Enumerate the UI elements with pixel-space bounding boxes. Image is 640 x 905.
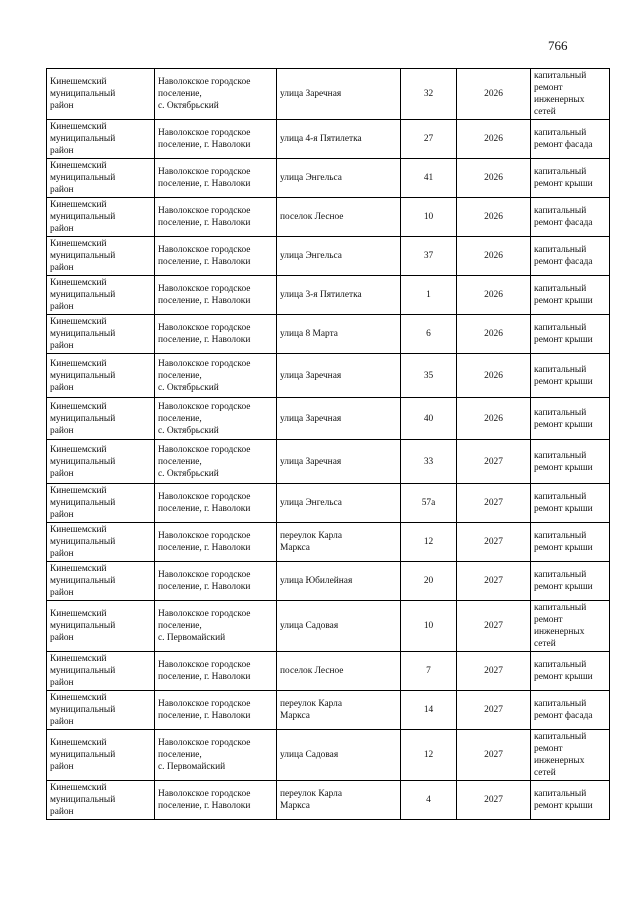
street-cell: улица Заречная bbox=[277, 440, 401, 484]
house-number-cell: 40 bbox=[401, 398, 457, 440]
district-cell: Кинешемский муниципальный район bbox=[47, 120, 155, 159]
year-cell: 2027 bbox=[457, 562, 531, 601]
district-cell: Кинешемский муниципальный район bbox=[47, 398, 155, 440]
year-cell: 2027 bbox=[457, 601, 531, 652]
work-type-cell: капитальный ремонт крыши bbox=[531, 159, 610, 198]
settlement-cell: Наволокское городское поселение, г. Наволоки bbox=[155, 198, 277, 237]
district-cell: Кинешемский муниципальный район bbox=[47, 601, 155, 652]
house-number-cell: 12 bbox=[401, 730, 457, 781]
table-row bbox=[47, 691, 610, 730]
work-type-cell: капитальный ремонт фасада bbox=[531, 120, 610, 159]
year-cell: 2027 bbox=[457, 484, 531, 523]
street-cell: улица Заречная bbox=[277, 354, 401, 398]
year-cell: 2026 bbox=[457, 276, 531, 315]
street-cell: улица Юбилейная bbox=[277, 562, 401, 601]
settlement-cell: Наволокское городское поселение, г. Наволоки bbox=[155, 276, 277, 315]
district-cell: Кинешемский муниципальный район bbox=[47, 198, 155, 237]
house-number-cell: 12 bbox=[401, 523, 457, 562]
district-cell: Кинешемский муниципальный район bbox=[47, 354, 155, 398]
house-number-cell: 37 bbox=[401, 237, 457, 276]
district-cell: Кинешемский муниципальный район bbox=[47, 440, 155, 484]
work-type-cell: капитальный ремонт фасада bbox=[531, 198, 610, 237]
street-cell: переулок Карла Маркса bbox=[277, 781, 401, 820]
street-cell: переулок Карла Маркса bbox=[277, 523, 401, 562]
year-cell: 2026 bbox=[457, 159, 531, 198]
table-row bbox=[47, 730, 610, 781]
year-cell: 2026 bbox=[457, 315, 531, 354]
table-row bbox=[47, 159, 610, 198]
table-row bbox=[47, 276, 610, 315]
table-row bbox=[47, 562, 610, 601]
settlement-cell: Наволокское городское поселение, г. Наволоки bbox=[155, 562, 277, 601]
house-number-cell: 6 bbox=[401, 315, 457, 354]
year-cell: 2027 bbox=[457, 691, 531, 730]
year-cell: 2027 bbox=[457, 440, 531, 484]
year-cell: 2026 bbox=[457, 198, 531, 237]
settlement-cell: Наволокское городское поселение, с. Октябрьский bbox=[155, 398, 277, 440]
work-type-cell: капитальный ремонт крыши bbox=[531, 276, 610, 315]
table-row bbox=[47, 120, 610, 159]
house-number-cell: 10 bbox=[401, 198, 457, 237]
settlement-cell: Наволокское городское поселение, г. Наволоки bbox=[155, 159, 277, 198]
work-type-cell: капитальный ремонт крыши bbox=[531, 398, 610, 440]
table-row bbox=[47, 440, 610, 484]
street-cell: улица Заречная bbox=[277, 398, 401, 440]
house-number-cell: 33 bbox=[401, 440, 457, 484]
district-cell: Кинешемский муниципальный район bbox=[47, 781, 155, 820]
table-row bbox=[47, 198, 610, 237]
year-cell: 2027 bbox=[457, 523, 531, 562]
district-cell: Кинешемский муниципальный район bbox=[47, 730, 155, 781]
work-type-cell: капитальный ремонт инженерных сетей bbox=[531, 601, 610, 652]
year-cell: 2027 bbox=[457, 652, 531, 691]
work-type-cell: капитальный ремонт крыши bbox=[531, 440, 610, 484]
street-cell: улица Энгельса bbox=[277, 159, 401, 198]
house-number-cell: 35 bbox=[401, 354, 457, 398]
house-number-cell: 41 bbox=[401, 159, 457, 198]
settlement-cell: Наволокское городское поселение, г. Наволоки bbox=[155, 237, 277, 276]
settlement-cell: Наволокское городское поселение, г. Наволоки bbox=[155, 652, 277, 691]
page-number: 766 bbox=[548, 38, 568, 53]
settlement-cell: Наволокское городское поселение, г. Наволоки bbox=[155, 315, 277, 354]
street-cell: улица Заречная bbox=[277, 69, 401, 120]
work-type-cell: капитальный ремонт крыши bbox=[531, 354, 610, 398]
table-row bbox=[47, 601, 610, 652]
district-cell: Кинешемский муниципальный район bbox=[47, 237, 155, 276]
year-cell: 2027 bbox=[457, 781, 531, 820]
work-type-cell: капитальный ремонт крыши bbox=[531, 523, 610, 562]
street-cell: улица 3-я Пятилетка bbox=[277, 276, 401, 315]
table-row bbox=[47, 69, 610, 120]
table-row bbox=[47, 354, 610, 398]
work-type-cell: капитальный ремонт фасада bbox=[531, 237, 610, 276]
table-row bbox=[47, 484, 610, 523]
house-number-cell: 32 bbox=[401, 69, 457, 120]
street-cell: улица 8 Марта bbox=[277, 315, 401, 354]
year-cell: 2026 bbox=[457, 398, 531, 440]
settlement-cell: Наволокское городское поселение, с. Октябрьский bbox=[155, 354, 277, 398]
settlement-cell: Наволокское городское поселение, г. Наволоки bbox=[155, 523, 277, 562]
house-number-cell: 20 bbox=[401, 562, 457, 601]
work-type-cell: капитальный ремонт крыши bbox=[531, 315, 610, 354]
district-cell: Кинешемский муниципальный район bbox=[47, 276, 155, 315]
repair-schedule-table bbox=[46, 68, 610, 820]
street-cell: поселок Лесное bbox=[277, 652, 401, 691]
work-type-cell: капитальный ремонт инженерных сетей bbox=[531, 730, 610, 781]
table-row bbox=[47, 781, 610, 820]
house-number-cell: 1 bbox=[401, 276, 457, 315]
house-number-cell: 57а bbox=[401, 484, 457, 523]
street-cell: улица Энгельса bbox=[277, 484, 401, 523]
street-cell: улица Садовая bbox=[277, 730, 401, 781]
year-cell: 2026 bbox=[457, 69, 531, 120]
year-cell: 2027 bbox=[457, 730, 531, 781]
house-number-cell: 27 bbox=[401, 120, 457, 159]
settlement-cell: Наволокское городское поселение, г. Наволоки bbox=[155, 691, 277, 730]
district-cell: Кинешемский муниципальный район bbox=[47, 315, 155, 354]
settlement-cell: Наволокское городское поселение, с. Первомайский bbox=[155, 601, 277, 652]
settlement-cell: Наволокское городское поселение, с. Первомайский bbox=[155, 730, 277, 781]
house-number-cell: 14 bbox=[401, 691, 457, 730]
table-row bbox=[47, 523, 610, 562]
house-number-cell: 10 bbox=[401, 601, 457, 652]
table-body bbox=[47, 69, 610, 820]
table-row bbox=[47, 315, 610, 354]
work-type-cell: капитальный ремонт крыши bbox=[531, 484, 610, 523]
house-number-cell: 7 bbox=[401, 652, 457, 691]
district-cell: Кинешемский муниципальный район bbox=[47, 523, 155, 562]
work-type-cell: капитальный ремонт крыши bbox=[531, 652, 610, 691]
work-type-cell: капитальный ремонт крыши bbox=[531, 562, 610, 601]
work-type-cell: капитальный ремонт крыши bbox=[531, 781, 610, 820]
year-cell: 2026 bbox=[457, 120, 531, 159]
street-cell: улица 4-я Пятилетка bbox=[277, 120, 401, 159]
street-cell: поселок Лесное bbox=[277, 198, 401, 237]
street-cell: переулок Карла Маркса bbox=[277, 691, 401, 730]
table-row bbox=[47, 237, 610, 276]
settlement-cell: Наволокское городское поселение, г. Наволоки bbox=[155, 484, 277, 523]
settlement-cell: Наволокское городское поселение, г. Наволоки bbox=[155, 781, 277, 820]
house-number-cell: 4 bbox=[401, 781, 457, 820]
district-cell: Кинешемский муниципальный район bbox=[47, 69, 155, 120]
district-cell: Кинешемский муниципальный район bbox=[47, 484, 155, 523]
district-cell: Кинешемский муниципальный район bbox=[47, 691, 155, 730]
table-row bbox=[47, 398, 610, 440]
table-row bbox=[47, 652, 610, 691]
district-cell: Кинешемский муниципальный район bbox=[47, 652, 155, 691]
settlement-cell: Наволокское городское поселение, с. Октябрьский bbox=[155, 440, 277, 484]
work-type-cell: капитальный ремонт инженерных сетей bbox=[531, 69, 610, 120]
district-cell: Кинешемский муниципальный район bbox=[47, 562, 155, 601]
settlement-cell: Наволокское городское поселение, с. Октябрьский bbox=[155, 69, 277, 120]
year-cell: 2026 bbox=[457, 354, 531, 398]
year-cell: 2026 bbox=[457, 237, 531, 276]
street-cell: улица Садовая bbox=[277, 601, 401, 652]
work-type-cell: капитальный ремонт фасада bbox=[531, 691, 610, 730]
street-cell: улица Энгельса bbox=[277, 237, 401, 276]
settlement-cell: Наволокское городское поселение, г. Наволоки bbox=[155, 120, 277, 159]
district-cell: Кинешемский муниципальный район bbox=[47, 159, 155, 198]
